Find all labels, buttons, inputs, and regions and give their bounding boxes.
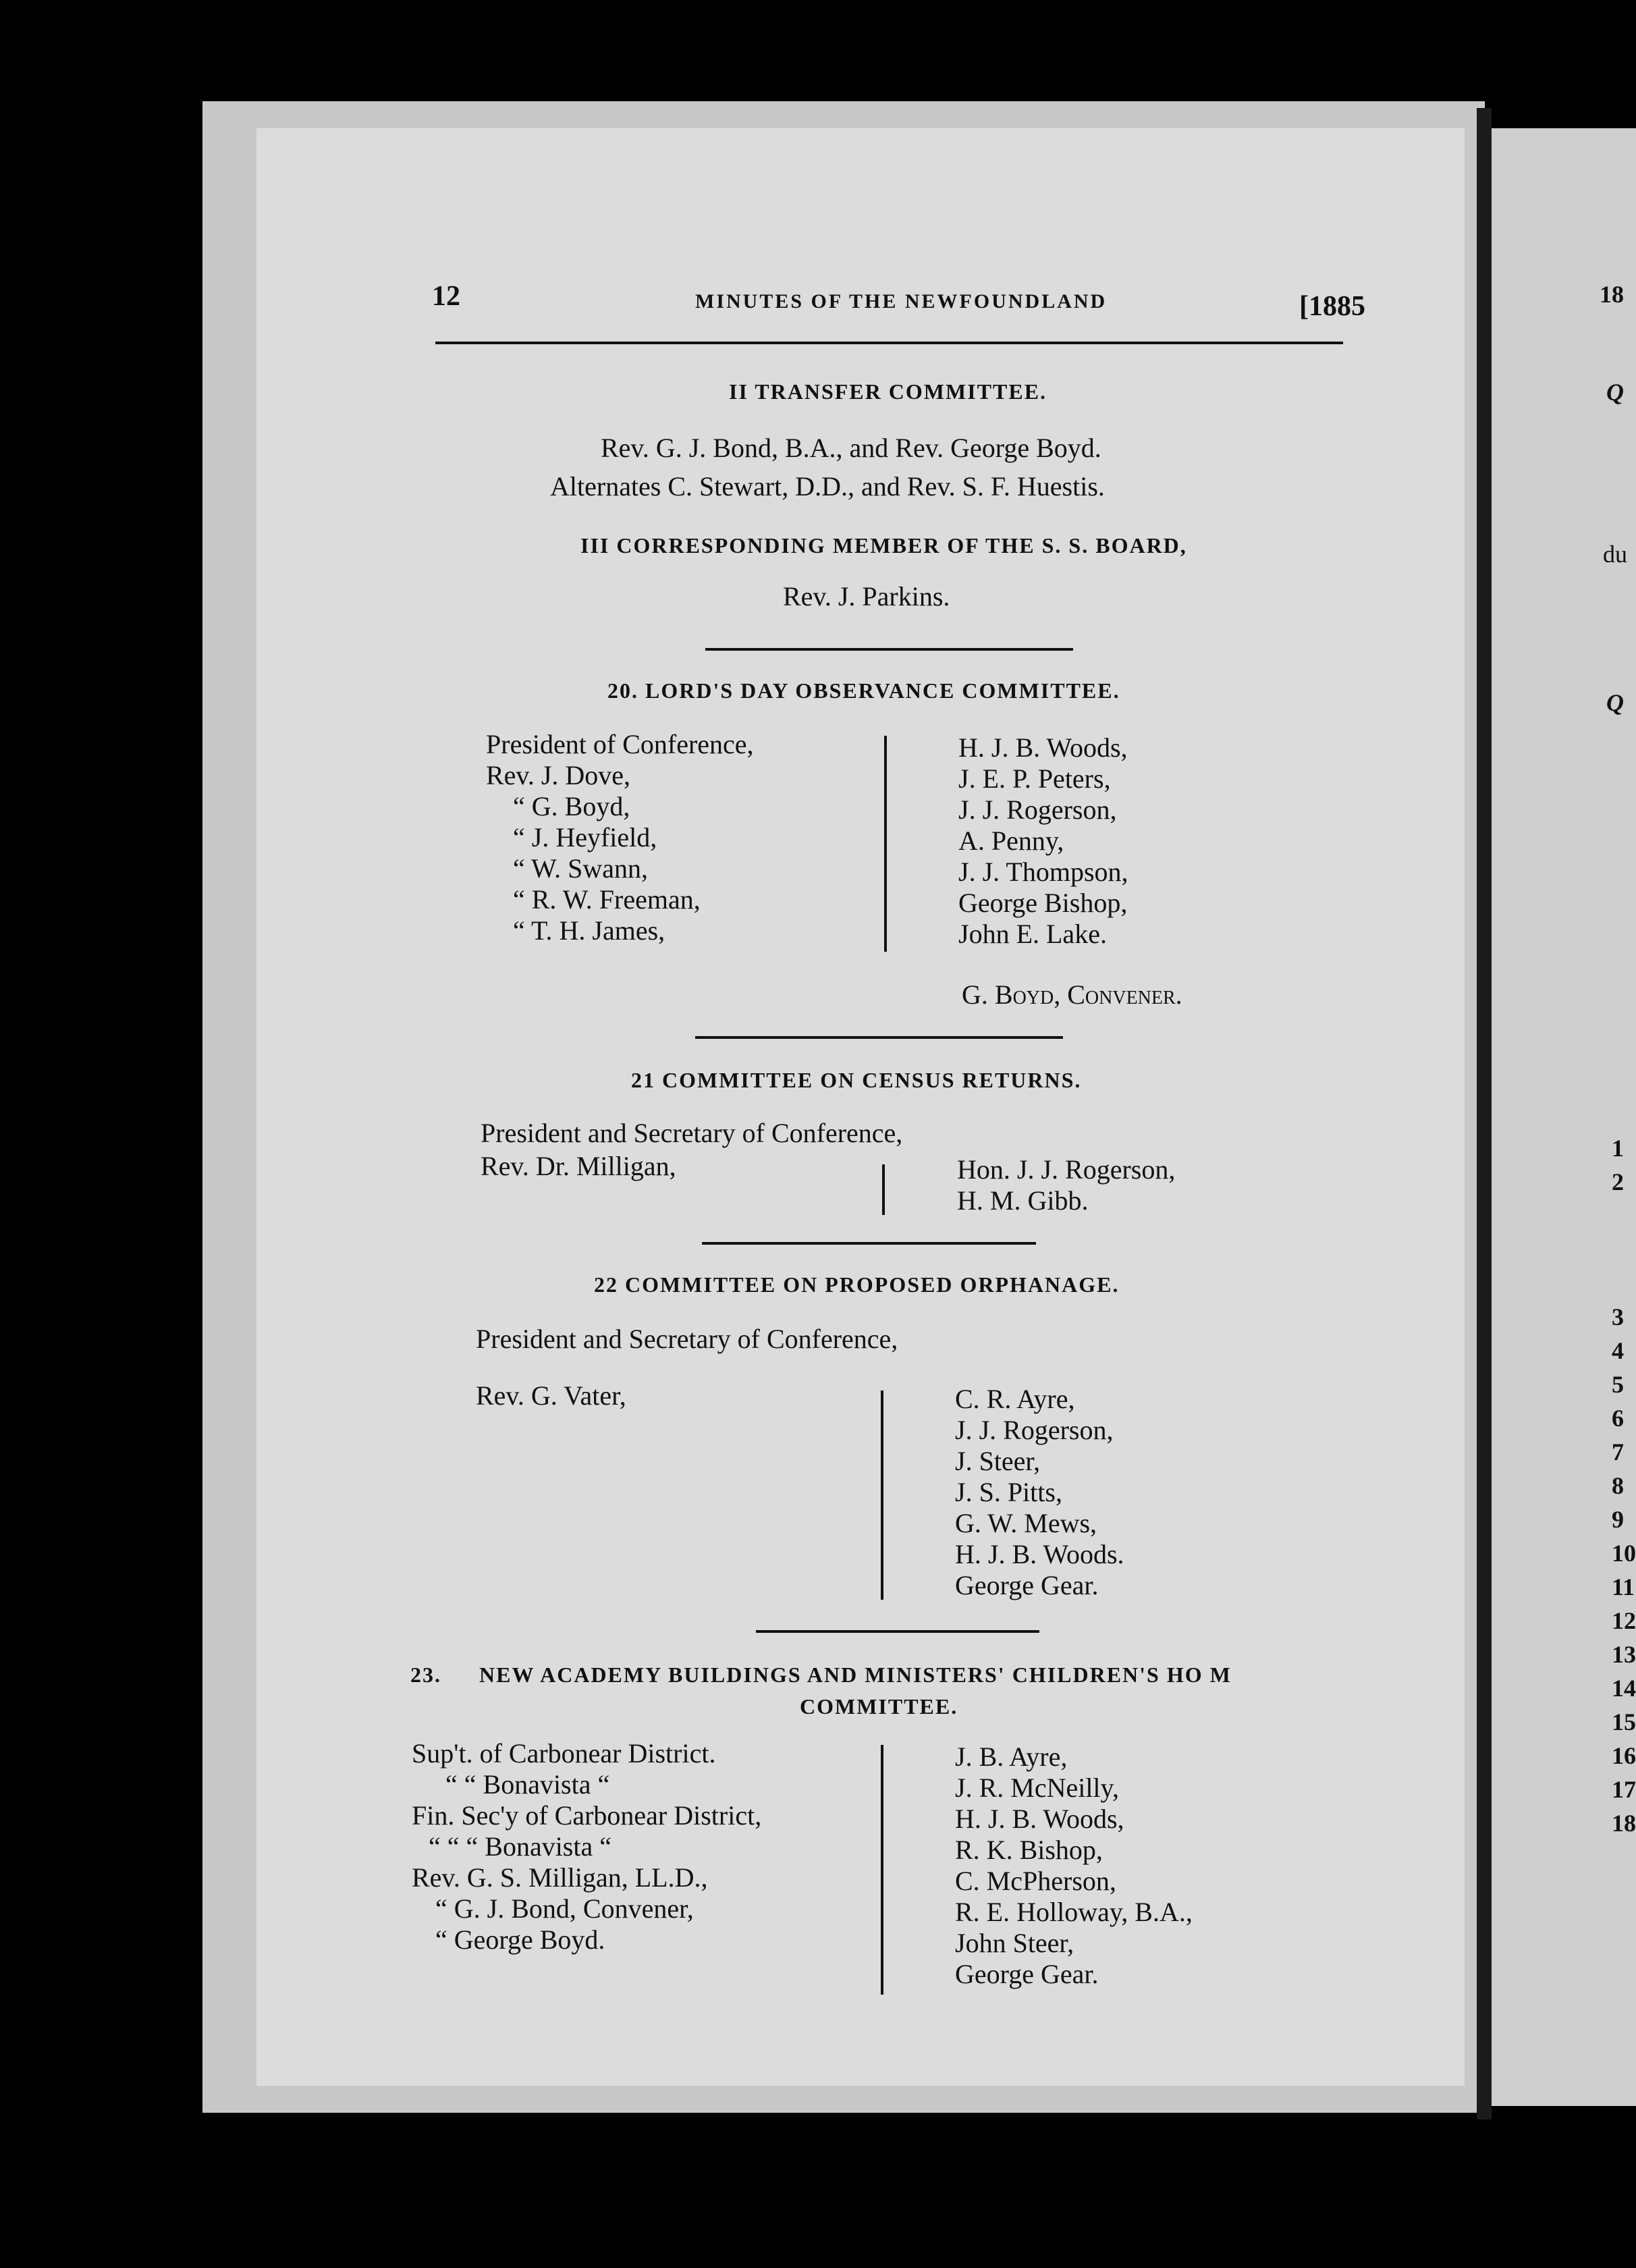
member-line: J. R. McNeilly, xyxy=(955,1773,1119,1803)
census-right-column xyxy=(957,1154,1175,1216)
member-line: H. J. B. Woods, xyxy=(958,732,1128,763)
member-line: J. Steer, xyxy=(955,1446,1041,1476)
list-number: 15 xyxy=(1612,1708,1636,1735)
list-number: 11 xyxy=(1612,1573,1635,1600)
right-page-fragment: Q xyxy=(1606,379,1624,406)
orphanage-right-column xyxy=(955,1384,1124,1601)
section-divider xyxy=(702,1242,1036,1245)
member-line: J. J. Rogerson, xyxy=(958,794,1117,825)
orphanage-line-1: President and Secretary of Conference, xyxy=(476,1324,898,1354)
section-divider xyxy=(695,1036,1063,1039)
list-number: 16 xyxy=(1612,1742,1636,1769)
list-number: 7 xyxy=(1612,1438,1624,1465)
right-page-fragment: 18 xyxy=(1600,281,1624,308)
member-line: Rev. Dr. Milligan, xyxy=(481,1151,676,1181)
member-line: John Steer, xyxy=(955,1928,1074,1958)
column-divider xyxy=(881,1390,883,1600)
transfer-line-2: Alternates C. Stewart, D.D., and Rev. S. F. Huestis. xyxy=(550,471,1105,502)
column-divider xyxy=(882,1164,885,1215)
member-line: “ R. W. Freeman, xyxy=(513,884,701,915)
academy-heading-line-2: COMMITTEE. xyxy=(800,1694,958,1719)
right-page-fragment: Q xyxy=(1606,689,1624,716)
book-spine xyxy=(1477,108,1492,2120)
orphanage-heading: 22 COMMITTEE ON PROPOSED ORPHANAGE. xyxy=(594,1272,1120,1297)
list-number: 5 xyxy=(1612,1371,1624,1398)
member-line: A. Penny, xyxy=(958,826,1064,856)
member-line: H. J. B. Woods, xyxy=(955,1804,1124,1834)
member-line: C. McPherson, xyxy=(955,1866,1116,1896)
member-line: J. J. Rogerson, xyxy=(955,1415,1114,1445)
member-line: J. S. Pitts, xyxy=(955,1477,1062,1507)
member-line: J. B. Ayre, xyxy=(955,1742,1068,1772)
member-line: George Bishop, xyxy=(958,888,1128,918)
header-rule xyxy=(435,342,1343,344)
member-line: President of Conference, xyxy=(486,729,754,759)
list-number: 14 xyxy=(1612,1675,1636,1702)
member-line: Sup't. of Carbonear District. xyxy=(412,1738,716,1769)
member-line: “ “ “ Bonavista “ xyxy=(429,1831,611,1862)
list-number: 6 xyxy=(1612,1405,1624,1432)
list-number: 18 xyxy=(1612,1810,1636,1837)
list-number: 4 xyxy=(1612,1337,1624,1364)
census-line-1: President and Secretary of Conference, xyxy=(481,1118,903,1148)
column-divider xyxy=(881,1745,883,1995)
section-divider xyxy=(756,1630,1039,1633)
section-divider xyxy=(705,648,1073,651)
member-line: Rev. G. S. Milligan, LL.D., xyxy=(412,1862,708,1893)
academy-right-column xyxy=(955,1742,1193,1990)
member-line: J. E. P. Peters, xyxy=(958,763,1111,794)
member-line: “ W. Swann, xyxy=(513,853,648,884)
member-line: “ “ Bonavista “ xyxy=(445,1769,610,1800)
list-number: 3 xyxy=(1612,1303,1624,1330)
right-page-fragment: du xyxy=(1603,541,1627,568)
lords-day-heading: 20. LORD'S DAY OBSERVANCE COMMITTEE. xyxy=(607,678,1120,703)
member-line: Hon. J. J. Rogerson, xyxy=(957,1154,1176,1185)
list-number: 13 xyxy=(1612,1641,1636,1668)
transfer-heading: II TRANSFER COMMITTEE. xyxy=(729,379,1047,404)
list-number: 1 xyxy=(1612,1135,1624,1162)
member-line: H. J. B. Woods. xyxy=(955,1539,1124,1569)
census-heading: 21 COMMITTEE ON CENSUS RETURNS. xyxy=(631,1068,1082,1092)
member-line: George Gear. xyxy=(955,1959,1099,1989)
running-year: [1885 xyxy=(1299,291,1365,322)
member-line: C. R. Ayre, xyxy=(955,1384,1075,1414)
member-line: “ J. Heyfield, xyxy=(513,822,657,853)
list-number: 17 xyxy=(1612,1776,1636,1803)
member-line: Rev. J. Dove, xyxy=(486,760,631,790)
running-title: MINUTES OF THE NEWFOUNDLAND xyxy=(695,290,1108,313)
page-number: 12 xyxy=(432,281,460,312)
member-line: “ G. Boyd, xyxy=(513,791,630,821)
academy-heading-line-1: NEW ACADEMY BUILDINGS AND MINISTERS' CHILDREN'S HO M xyxy=(479,1663,1232,1687)
lords-day-convener: G. Boyd, Convener. xyxy=(962,979,1182,1010)
member-line: “ G. J. Bond, Convener, xyxy=(435,1893,694,1924)
lords-day-left-column xyxy=(486,729,754,946)
corresponding-heading: III CORRESPONDING MEMBER OF THE S. S. BOARD, xyxy=(580,533,1187,558)
member-line: Fin. Sec'y of Carbonear District, xyxy=(412,1800,762,1831)
list-number: 9 xyxy=(1612,1506,1624,1533)
right-page-number-list xyxy=(1612,1134,1636,1843)
transfer-line-1: Rev. G. J. Bond, B.A., and Rev. George Boyd. xyxy=(601,433,1101,463)
list-number: 10 xyxy=(1612,1540,1636,1567)
member-line: R. K. Bishop, xyxy=(955,1835,1103,1865)
member-line: “ T. H. James, xyxy=(513,915,665,946)
member-line: H. M. Gibb. xyxy=(957,1185,1089,1216)
member-line: J. J. Thompson, xyxy=(958,857,1128,887)
list-number: 12 xyxy=(1612,1607,1636,1634)
member-line: G. W. Mews, xyxy=(955,1508,1097,1538)
member-line: John E. Lake. xyxy=(958,919,1107,949)
lords-day-right-column xyxy=(958,732,1128,950)
column-divider xyxy=(884,736,887,952)
member-line: George Gear. xyxy=(955,1570,1099,1600)
member-line: “ George Boyd. xyxy=(435,1924,605,1955)
list-number: 8 xyxy=(1612,1472,1624,1499)
corresponding-line-1: Rev. J. Parkins. xyxy=(783,581,950,612)
member-line: R. E. Holloway, B.A., xyxy=(955,1897,1193,1927)
member-line: Rev. G. Vater, xyxy=(476,1380,626,1411)
academy-left-column xyxy=(412,1738,761,1955)
list-number: 2 xyxy=(1612,1168,1624,1195)
academy-number: 23. xyxy=(410,1663,441,1687)
